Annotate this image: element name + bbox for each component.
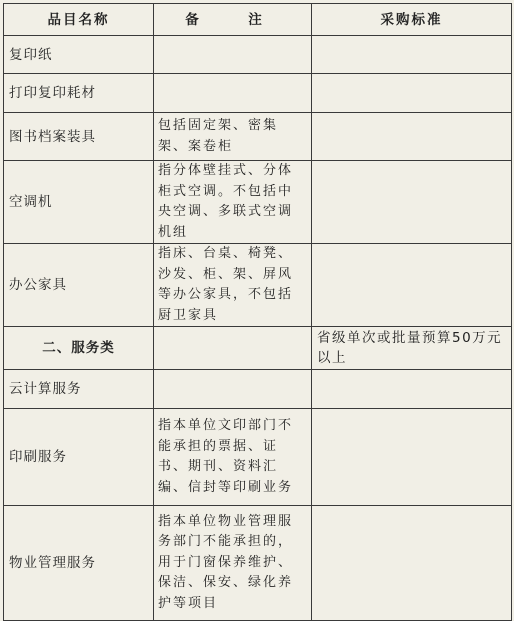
table-row xyxy=(4,506,512,621)
item-note: 指分体壁挂式、分体柜式空调。不包括中央空调、多联式空调机组 xyxy=(154,161,312,244)
procurement-table xyxy=(3,3,512,621)
item-name: 空调机 xyxy=(4,161,154,244)
header-standard: 采购标准 xyxy=(312,4,512,36)
item-name: 云计算服务 xyxy=(4,370,154,409)
item-standard xyxy=(312,244,512,327)
header-note: 备 注 xyxy=(154,4,312,36)
item-note: 指本单位文印部门不能承担的票据、证书、期刊、资料汇编、信封等印刷业务 xyxy=(154,409,312,506)
table-row xyxy=(4,36,512,74)
item-note xyxy=(154,74,312,113)
item-standard: 省级单次或批量预算50万元以上 xyxy=(312,327,512,370)
table-row xyxy=(4,113,512,161)
category-name: 二、服务类 xyxy=(4,327,154,370)
item-standard xyxy=(312,36,512,74)
header-row xyxy=(4,4,512,36)
item-name: 图书档案装具 xyxy=(4,113,154,161)
item-note xyxy=(154,36,312,74)
item-name: 复印纸 xyxy=(4,36,154,74)
table-row xyxy=(4,74,512,113)
item-note: 指本单位物业管理服务部门不能承担的，用于门窗保养维护、保洁、保安、绿化养护等项目 xyxy=(154,506,312,621)
item-name: 印刷服务 xyxy=(4,409,154,506)
item-note xyxy=(154,327,312,370)
table-row xyxy=(4,161,512,244)
item-note: 包括固定架、密集架、案卷柜 xyxy=(154,113,312,161)
item-standard xyxy=(312,161,512,244)
item-name: 办公家具 xyxy=(4,244,154,327)
item-standard xyxy=(312,113,512,161)
header-item-name: 品目名称 xyxy=(4,4,154,36)
item-standard xyxy=(312,506,512,621)
table-row xyxy=(4,370,512,409)
table-row xyxy=(4,244,512,327)
item-name: 打印复印耗材 xyxy=(4,74,154,113)
table-row xyxy=(4,327,512,370)
item-note: 指床、台桌、椅凳、沙发、柜、架、屏风等办公家具，不包括厨卫家具 xyxy=(154,244,312,327)
item-note xyxy=(154,370,312,409)
item-standard xyxy=(312,370,512,409)
item-standard xyxy=(312,74,512,113)
table-row xyxy=(4,409,512,506)
item-name: 物业管理服务 xyxy=(4,506,154,621)
item-standard xyxy=(312,409,512,506)
